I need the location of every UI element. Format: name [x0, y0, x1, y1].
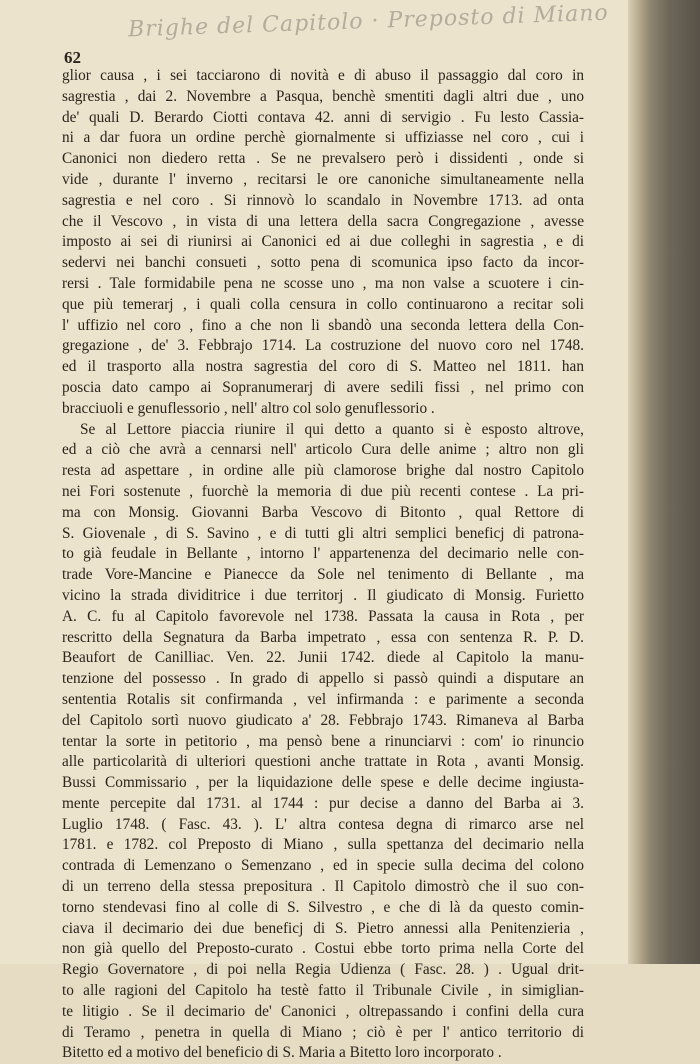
- text-line: sententia Rotalis sit confirmanda , vel infirmanda : e parimente a seconda: [62, 690, 584, 708]
- text-line: to già feudale in Bellante , intorno l' appartenenza del decimario nelle con-: [62, 545, 584, 563]
- text-line: di un terreno della stessa prepositura . Il Capitolo dimostrò che il suo con-: [62, 878, 584, 896]
- text-line: que più temerarj , i quali colla censura in collo continuarono a recitar soli: [62, 295, 584, 313]
- book-binding-shadow: [628, 0, 700, 964]
- text-line: to alle ragioni del Capitolo ha testè fatto il Tribunale Civile , in simiglian-: [62, 982, 584, 1000]
- body-text: [62, 66, 584, 1064]
- text-line: tenzione del possesso . In grado di appello si passò quindi a disputare an: [62, 670, 584, 688]
- text-line: te litigio . Se il decimario de' Canonici , oltrepassando i confini della cura: [62, 1002, 584, 1020]
- text-line: vide , durante l' inverno , recitarsi le ore canoniche simultaneamente nella: [62, 170, 584, 188]
- text-line: rescritto della Segnatura da Barba impetrato , essa con sentenza R. P. D.: [62, 628, 584, 646]
- page-number: 62: [64, 48, 81, 67]
- text-line: contrada di Lemenzano o Semenzano , ed in specie sulla decima del colono: [62, 857, 584, 875]
- text-line: poscia dato campo ai Sopranumerarj di avere sedili fissi , nel primo con: [62, 378, 584, 396]
- text-line: Beaufort de Canilliac. Ven. 22. Junii 1742. diede al Capitolo la manu-: [62, 649, 584, 667]
- text-line: de' quali D. Berardo Ciotti contava 42. anni di servigio . Fu lesto Cassia-: [62, 108, 584, 126]
- text-line: ed il trasporto alla nostra sagrestia del coro di S. Matteo nel 1811. han: [62, 358, 584, 376]
- text-line: ma con Monsig. Giovanni Barba Vescovo di Bitonto , qual Rettore di: [62, 503, 584, 521]
- text-line: tentar la sorte in petitorio , ma pensò bene a rinunciarvi : com' io rinuncio: [62, 732, 584, 750]
- text-line: Canonici non diedero retta . Se ne prevalsero però i dissidenti , onde si: [62, 150, 584, 168]
- text-line: torno stendevasi fino al colle di S. Silvestro , e che di là da questo comin-: [62, 898, 584, 916]
- text-line: Bussi Commissario , per la liquidazione delle spese e delle decime ingiusta-: [62, 774, 584, 792]
- text-line: Luglio 1748. ( Fasc. 43. ). L' altra contesa degna di rimarco arse nel: [62, 815, 584, 833]
- text-line: A. C. fu al Capitolo favorevole nel 1738. Passata la causa in Rota , per: [62, 607, 584, 625]
- text-line: vicino la strada dividitrice i due territorj . Il giudicato di Monsig. Furietto: [62, 586, 584, 604]
- text-line: Se al Lettore piaccia riunire il qui detto a quanto si è esposto altrove,: [80, 420, 584, 438]
- text-line: sagrestia e nel coro . Si rinnovò lo scandalo in Novembre 1713. ad onta: [62, 191, 584, 209]
- text-line: Bitetto ed a motivo del beneficio di S. Maria a Bitetto loro incorporato .: [62, 1044, 502, 1062]
- handwritten-annotation: Brighe del Capitolo · Preposto di Miano: [127, 0, 610, 43]
- text-line: del Capitolo sortì nuovo giudicato a' 28. Febbrajo 1743. Rimaneva al Barba: [62, 711, 584, 729]
- text-line: Regio Governatore , di poi nella Regia Udienza ( Fasc. 28. ) . Ugual drit-: [62, 961, 584, 979]
- text-line: 1781. e 1782. col Preposto di Miano , sulla spettanza del decimario nella: [62, 836, 584, 854]
- text-line: ciava il decimario dei due beneficj di S. Pietro annessi alla Penitenzieria ,: [62, 919, 584, 937]
- text-line: S. Giovenale , di S. Savino , e di tutti gli altri semplici beneficj di patrona-: [62, 524, 584, 542]
- text-line: l' uffizio nel coro , fino a che non li sbandò una seconda lettera della Con-: [62, 316, 584, 334]
- text-line: sedervi nei banchi consueti , sotto pena di scomunica ipso facto da incor-: [62, 254, 584, 272]
- text-line: mente percepite dal 1731. al 1744 : pur decise a danno del Barba ai 3.: [62, 794, 584, 812]
- text-line: non già quello del Preposto-curato . Costui ebbe torto prima nella Corte del: [62, 940, 584, 958]
- text-line: glior causa , i sei tacciarono di novità e di abuso il passaggio dal coro in: [62, 67, 584, 84]
- text-line: nei Fori sostenute , fuorchè la memoria di due più recenti contese . La pri-: [62, 482, 584, 500]
- text-line: alle particolarità di ulteriori questioni anche trattate in Rota , avanti Monsig.: [62, 753, 584, 771]
- text-line: ed a ciò che avrà a cennarsi nell' articolo Cura delle anime ; altro non gli: [62, 441, 584, 459]
- text-line: ni a dar fuora un ordine perchè giornalmente si uffiziasse nel coro , cui i: [62, 129, 584, 147]
- text-line: rersi . Tale formidabile pena ne scosse uno , ma non valse a scuotere i cin-: [62, 274, 584, 292]
- text-line: gregazione , de' 3. Febbrajo 1714. La costruzione del nuovo coro nel 1748.: [62, 337, 584, 355]
- text-line: di Teramo , penetra in quella di Miano ; ciò è per l' antico territorio di: [62, 1023, 584, 1041]
- text-line: bracciuoli e genuflessorio , nell' altro col solo genuflessorio .: [62, 399, 435, 417]
- text-line: sagrestia , dai 2. Novembre a Pasqua, benchè smentiti dagli altri due , uno: [62, 87, 584, 105]
- text-line: imposto ai sei di riunirsi ai Canonici ed ai due colleghi in sagrestia , e di: [62, 233, 584, 251]
- text-line: che il Vescovo , in vista di una lettera della sacra Congregazione , avesse: [62, 212, 584, 230]
- text-line: trade Vore-Mancine e Pianecce da Sole nel tenimento di Bellante , ma: [62, 566, 584, 584]
- text-line: resta ad aspettare , in ordine alle più clamorose brighe dal nostro Capitolo: [62, 462, 584, 480]
